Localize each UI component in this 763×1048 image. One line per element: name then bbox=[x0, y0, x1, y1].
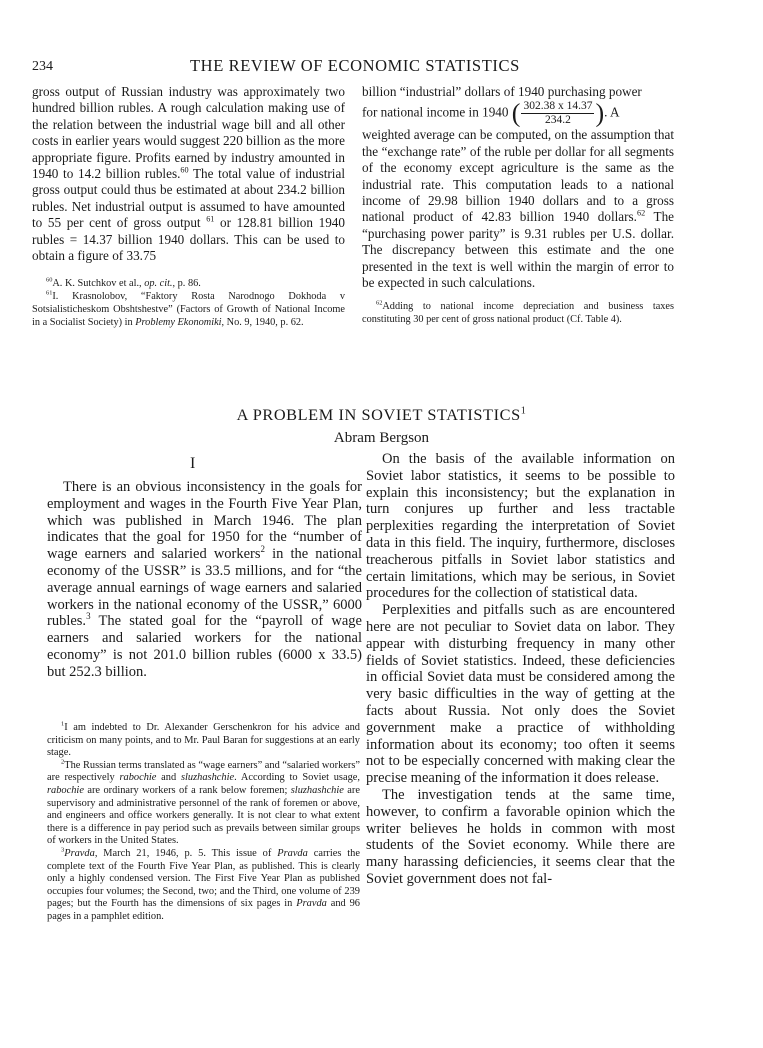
footnote-ref-61[interactable]: 61 bbox=[206, 214, 215, 224]
footnotes-top-right bbox=[362, 301, 674, 326]
formula-fraction: $\frac{302.38 x 14.37}{234.2}$ bbox=[523, 100, 593, 127]
paragraph: The investigation tends at the same time, however, to confirm a favorable opinion which the writer believes he holds in common with most students of the Soviet economy. While there are many harassing deficiencies, it seems clear that the Soviet government does not fal- bbox=[366, 786, 675, 887]
continuation-right-column bbox=[362, 84, 674, 327]
footnote-60: $^{60}$A. K. Sutchkov et al., op. cit., p. 86. bbox=[46, 277, 201, 290]
running-head: THE REVIEW OF ECONOMIC STATISTICS bbox=[190, 56, 520, 75]
paragraph: On the basis of the available information on Soviet labor statistics, it seems to be possible to explain this inconsistency; but the explanation in turn conjures up further and less tractable perplexities regarding the interpretation of Soviet data in this field. The inquiry, furthermore, discloses treacherous pitfalls in Soviet labor statistics and certain limitations, which may be serious, in Soviet procedures for the collection of statistical data. bbox=[366, 451, 675, 602]
footnote-ref-3[interactable]: 3 bbox=[86, 611, 91, 622]
article-title: A PROBLEM IN SOVIET STATISTICS$^1$ bbox=[236, 405, 527, 424]
footnote-61: $^{61}$I. Krasnolobov, “Faktory Rosta Narodnogo Dokhoda v Sotsialisticheskom Obshtshestve” (Factors of Growth of National Income in a Socialist Society) in Problemy Ekonomiki, No. 9, 1940, p. 62. bbox=[32, 289, 345, 328]
footnote-2: $^2$The Russian terms translated as “wage earners” and “salaried workers” are respectively rabochie and sluzhashchie. According to Soviet usage, rabochie are ordinary workers of a rank below foremen; sluzhashchie are supervisory and administrative personnel of the rank of foremen or above, and engineers and office workers generally. It is not clear to what extent there is a difference in pay period such as prevails between similar groups of workers in the United States. bbox=[47, 758, 360, 847]
section-heading: I bbox=[190, 455, 196, 472]
footnote-62: $^{62}$Adding to national income depreciation and business taxes constituting 30 per cent of gross national product (Cf. Table 4). bbox=[362, 300, 674, 326]
footnote-ref-60[interactable]: 60 bbox=[180, 165, 189, 175]
continuation-right-line1: billion “industrial” dollars of 1940 purchasing power bbox=[362, 84, 642, 99]
footnotes-top-left bbox=[32, 278, 345, 329]
article-right-column bbox=[366, 451, 675, 888]
footnote-ref-1[interactable]: 1 bbox=[520, 405, 527, 417]
author-name: Abram Bergson bbox=[333, 430, 430, 446]
continuation-right-text: weighted average can be computed, on the assumption that the “exchange rate” of the ruble per dollar for all segments of the economy except agriculture is the same as the industrial rate. This computation leads to a national income of 29.98 billion 1940 dollars and to a gross national product of 42.83 billion 1940 dollars.$^{62}$ The “purchasing power parity” is 9.31 rubles per U.S. dollar. The discrepancy between this estimate and the one presented in the text is well within the margin of error to be expected in such calculations. bbox=[362, 127, 675, 291]
footnote-ref-2[interactable]: 2 bbox=[260, 544, 266, 555]
footnote-1: $^1$I am indebted to Dr. Alexander Gerschenkron for his advice and criticism on many points, and to Mr. Paul Baran for suggestions at an early stage. bbox=[47, 720, 360, 759]
continuation-left-column bbox=[32, 84, 345, 329]
page-number: 234 bbox=[32, 59, 53, 74]
formula-line: for national income in 1940 ( $\frac{302.38 x 14.37}{234.2}$ ). A bbox=[362, 98, 620, 128]
article-footnotes bbox=[47, 722, 360, 924]
article-left-column bbox=[47, 479, 362, 681]
paragraph: There is an obvious inconsistency in the goals for employment and wages in the Fourth Five Year Plan, which was published in March 1946. The plan indicates that the goal for 1950 for the “number of wage earners and salaried workers$^2$ in the national economy of the USSR” is 33.5 millions, and for “the average annual earnings of wage earners and salaried workers in the national economy of the USSR,” 6000 rubles.$^3$ The stated goal for the “payroll of wage earners and salaried workers for the national economy” is not 201.0 billion rubles (6000 x 33.5) but 252.3 billion. bbox=[47, 479, 362, 680]
footnote-3: $^3$Pravda, March 21, 1946, p. 5. This issue of Pravda carries the complete text of the Fourth Five Year Plan, as published. This is clearly only a highly condensed version. The First Five Year Plan as published occupies four volumes; the Second, two; and the Third, one volume of 239 pages; but the Fourth has the dimensions of six pages in Pravda and 96 pages in a pamphlet edition. bbox=[47, 846, 360, 922]
footnote-ref-62[interactable]: 62 bbox=[636, 209, 646, 219]
paragraph: Perplexities and pitfalls such as are encountered here are not peculiar to Soviet data on labor. They appear with disturbing frequency in many other fields of Soviet statistics. Indeed, these deficiencies in official Soviet data must be considered among the very basic difficulties in the way of getting at the facts about Russia. Not only does the Soviet government make a practice of withholding information about its economy; too often it seems not to be especially concerned with making clear the precise meaning of the information it does release. bbox=[366, 602, 675, 787]
continuation-left-text: gross output of Russian industry was approximately two hundred billion rubles. A rough calculation making use of the relation between the industrial wage bill and all other costs in earlier years would suggest 220 billion as the more appropriate figure. Profits earned by industry amounted in 1940 to 14.2 billion rubles.$^{60}$ The total value of industrial gross output could thus be estimated at about 234.2 billion rubles. Net industrial output is assumed to have amounted to 55 per cent of gross output $^{61}$ or 128.81 billion 1940 rubles = 14.37 billion 1940 dollars. This can be used to obtain a figure of 33.75 bbox=[32, 84, 345, 264]
